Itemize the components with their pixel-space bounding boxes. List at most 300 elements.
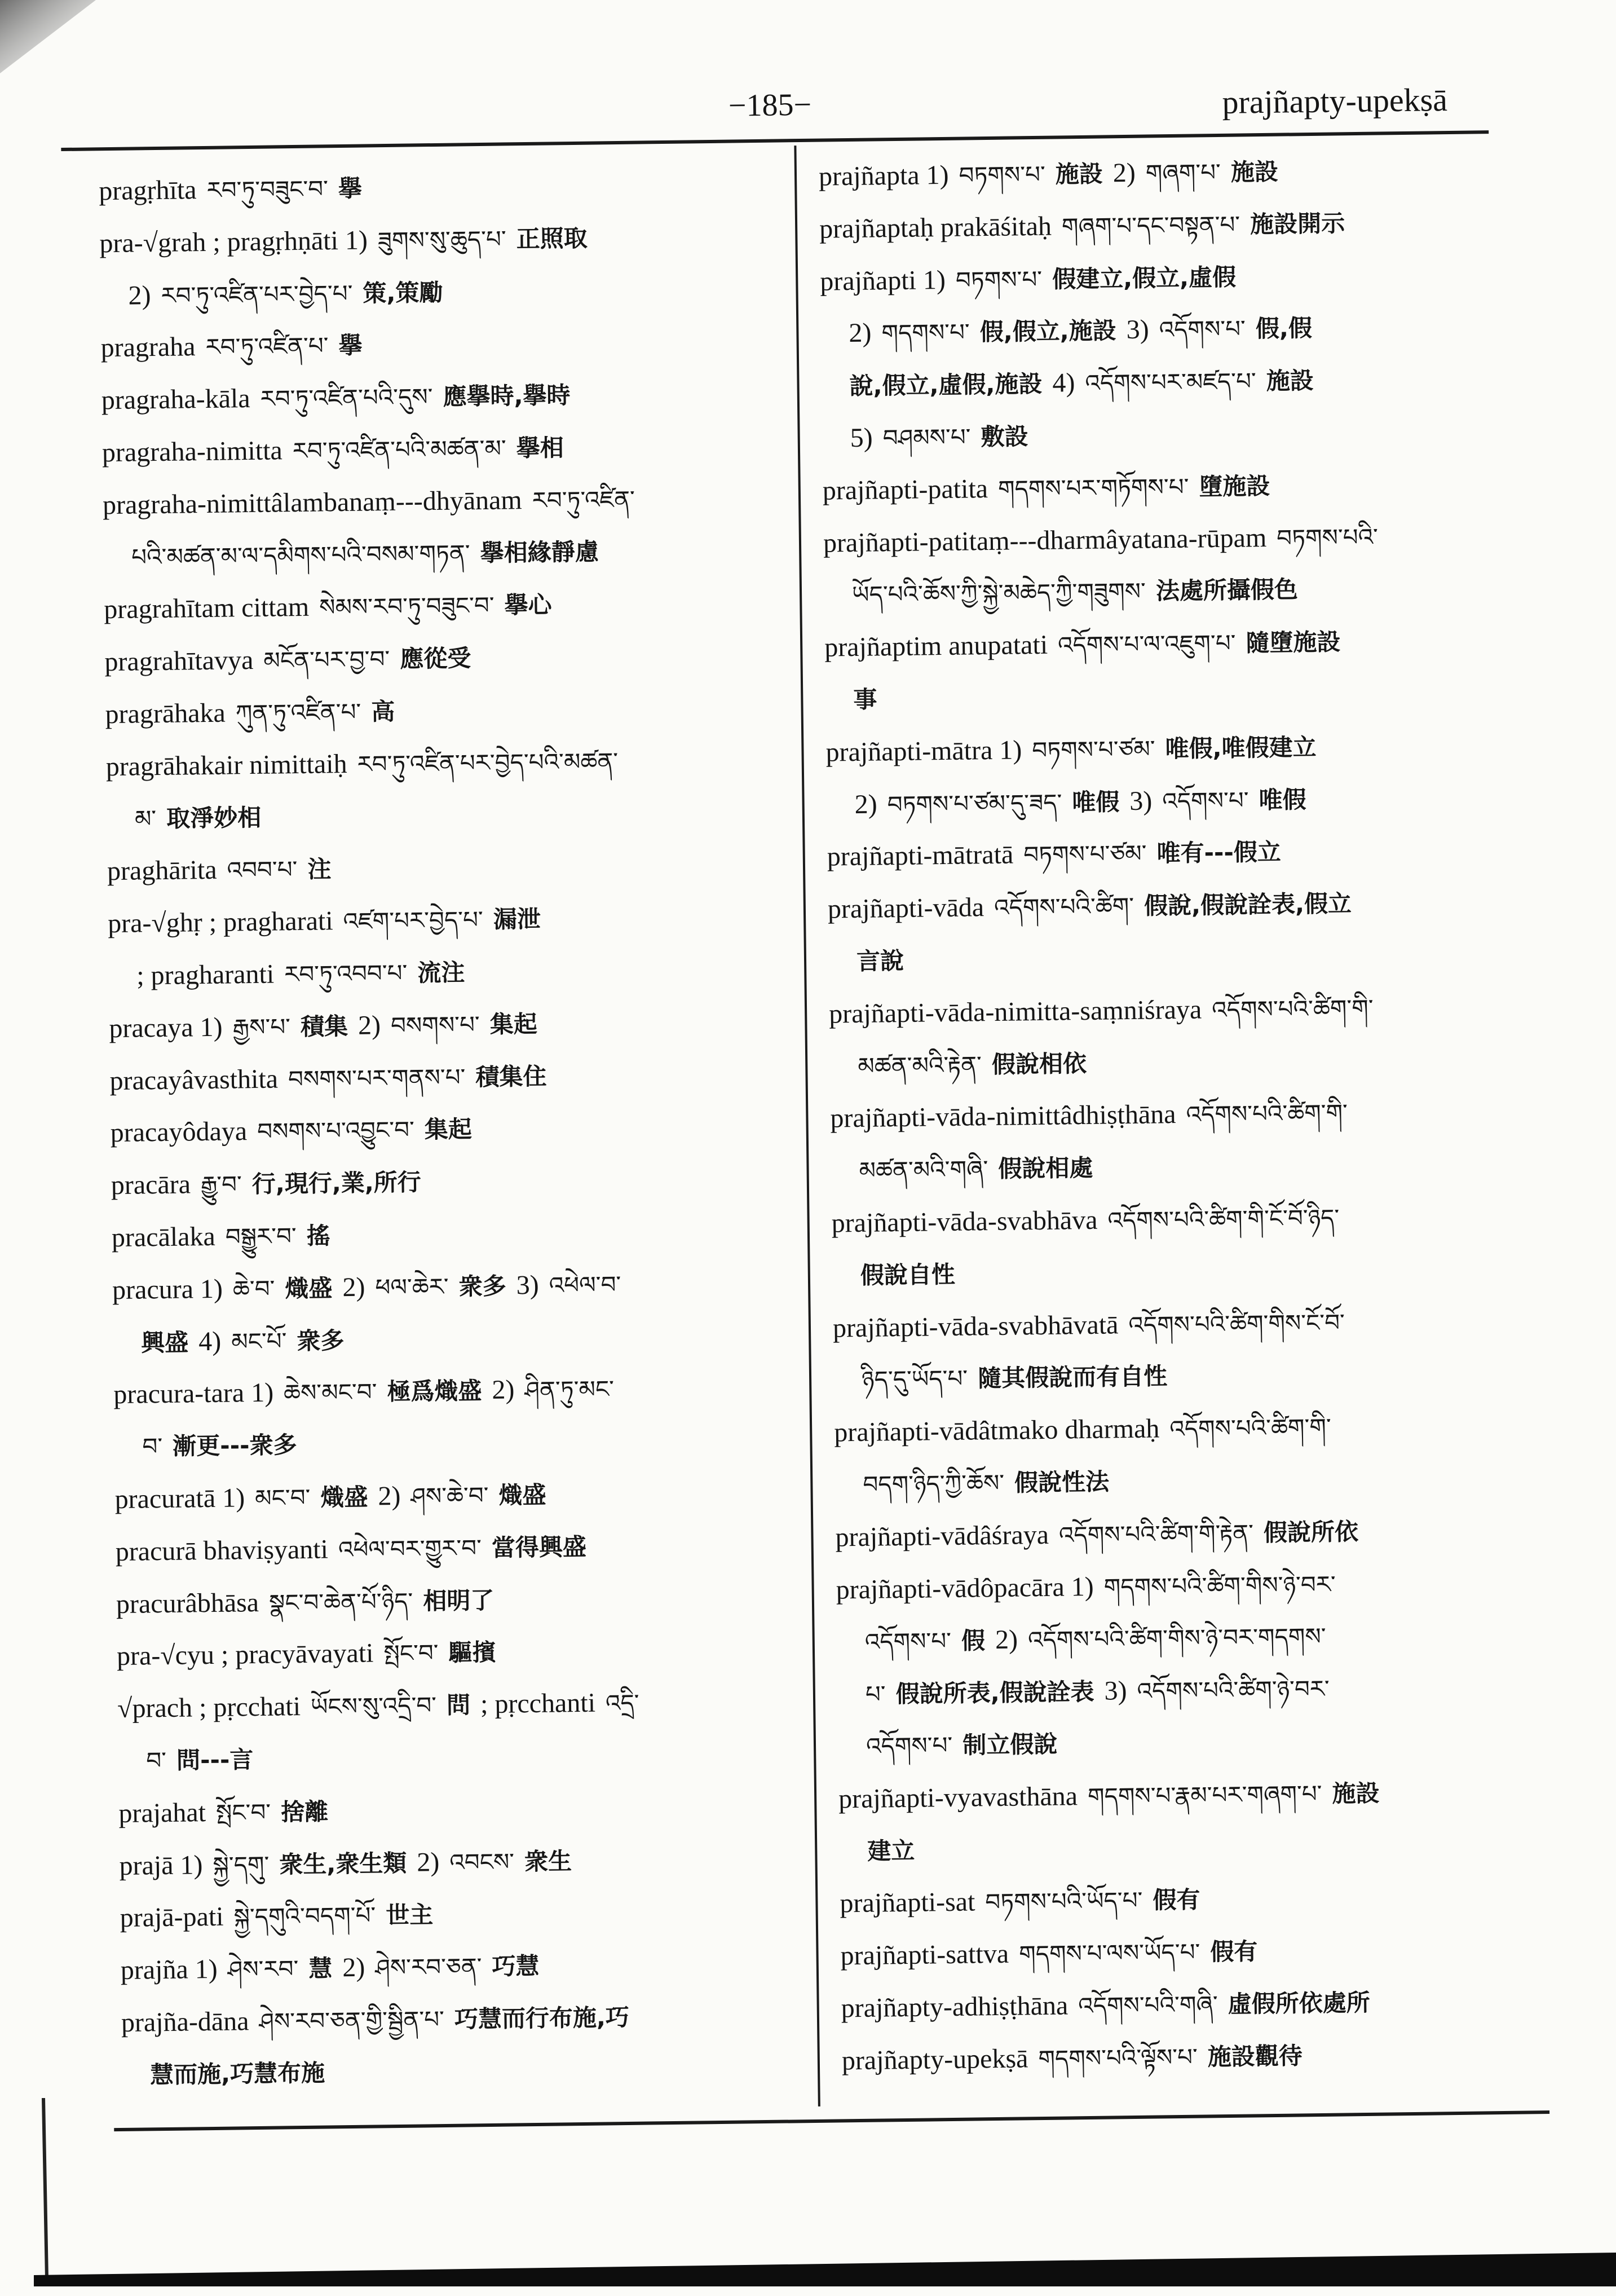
entry-first-line [113,1361,791,1421]
tibetan-equivalent: འདོགས་པའི་ཚིག་གི་ངོ་བོ་ཉིད་ [1107,1204,1340,1235]
chinese-equivalent: 法處所攝假色 [1155,575,1299,605]
sanskrit-headword: prajñapti-patita [822,473,988,506]
tibetan-equivalent: མང་པོ་ [231,1327,287,1356]
chinese-equivalent: 擧心 [504,590,552,619]
tibetan-equivalent: ཤས་ཆེ་བ་ [410,1481,489,1510]
tibetan-equivalent: ཤེས་རབ་ཅན་གྱི་སྦྱིན་པ་ [259,2005,445,2036]
sanskrit-headword: prajñapti-vāda-svabhāvatā [832,1309,1119,1343]
chinese-equivalent: 流注 [417,958,465,987]
running-head: prajñapty-upekṣā [1222,81,1448,121]
chinese-equivalent: 當得興盛 [491,1532,587,1562]
entry-continuation-line [836,1608,1527,1668]
tibetan-equivalent: སྤོང་བ་ [383,1639,439,1668]
chinese-equivalent: 注 [307,855,332,884]
tibetan-equivalent: འདོགས་པ་ [866,1731,953,1760]
entry-first-line [841,1974,1532,2034]
tibetan-equivalent: གདགས་པ་ [881,318,970,347]
sanskrit-headword: pracura 1) [112,1273,223,1305]
chinese-equivalent: 假,假 [1255,314,1313,343]
chinese-equivalent: 行,現行,業,所行 [251,1168,422,1198]
sanskrit-text: 4) [198,1326,222,1356]
entry-continuation-line [820,299,1512,360]
chinese-equivalent: 擧 [338,331,363,360]
sanskrit-headword: prajñapti-vāda-nimitta-saṃniśraya [828,994,1202,1029]
chinese-equivalent: 集起 [489,1010,538,1038]
chinese-equivalent: 巧慧而行布施,巧 [454,2003,630,2033]
entry-continuation-line [118,1727,795,1787]
chinese-equivalent: 唯假,唯假建立 [1165,733,1317,763]
entry-first-line [109,1047,787,1107]
sanskrit-headword: pracuratā 1) [114,1483,245,1515]
tibetan-equivalent: བ་ [145,1746,167,1775]
chinese-equivalent: 墮施設 [1199,471,1270,501]
sanskrit-headword: pragraha-nimitta [101,435,283,468]
entry-continuation-line [828,928,1520,988]
sanskrit-headword: prajñapti-sat [840,1887,975,1919]
entry-first-line [820,247,1511,307]
sanskrit-text: 3) [516,1270,539,1301]
tibetan-equivalent: སྤོང་བ་ [215,1798,271,1827]
sanskrit-text: 2) [854,789,877,819]
sanskrit-headword: pracurā bhaviṣyanti [115,1534,329,1567]
tibetan-equivalent: མང་བ་ [254,1483,311,1513]
entry-first-line [116,1570,793,1630]
tibetan-equivalent: བཏགས་པ་ [959,160,1046,190]
sanskrit-text: 2) [1112,157,1136,188]
tibetan-equivalent: བཏགས་པའི་ [1276,523,1379,552]
sanskrit-headword: prajā 1) [119,1849,203,1881]
sanskrit-headword: prajñapti-mātratā [827,839,1014,872]
chinese-equivalent: 施設開示 [1249,209,1345,239]
sanskrit-headword: prajña 1) [120,1954,218,1986]
tibetan-equivalent: བཏགས་པ་ཙམ་ [1032,735,1155,764]
tibetan-equivalent: བཏགས་པ་ཙམ་ [1023,840,1147,869]
chinese-equivalent: 說,假立,虛假,施設 [849,370,1043,400]
entry-continuation-line [839,1817,1530,1878]
sanskrit-headword: pracurâbhāsa [116,1587,259,1619]
tibetan-equivalent: པ་ [865,1680,886,1709]
tibetan-equivalent: མ་ [134,804,157,833]
chinese-equivalent: 積集 [300,1012,348,1041]
tibetan-equivalent: རབ་ཏུ་འཛིན་ [532,485,635,514]
sanskrit-text: 2) [128,280,151,311]
tibetan-equivalent: རབ་ཏུ་འཛིན་པའི་མཚན་མ་ [292,434,507,465]
tibetan-equivalent: ཕལ་ཆེར་ [375,1272,449,1302]
chinese-equivalent: 取淨妙相 [166,803,262,832]
chinese-equivalent: 施設 [1230,157,1279,186]
tibetan-equivalent: འདོགས་པའི་ཚིག་གིས་ངོ་བོ་ [1128,1308,1345,1339]
sanskrit-headword: prajñaptaḥ prakāśitaḥ [819,211,1052,244]
entry-first-line [105,733,783,793]
sanskrit-text: 2) [995,1624,1018,1655]
sanskrit-headword: pracayôdaya [110,1116,248,1148]
chinese-equivalent: 隨其假說而有自性 [977,1362,1168,1392]
entry-first-line [830,1085,1521,1145]
tibetan-equivalent: རྒྱུ་བ་ [200,1170,242,1199]
sanskrit-headword: pragrāhakair nimittaiḥ [105,748,347,782]
sanskrit-text: 3) [1104,1676,1127,1706]
chinese-equivalent: 唯假 [1072,787,1120,816]
entry-first-line [825,718,1517,778]
sanskrit-headword: pracayâvasthita [109,1064,279,1096]
tibetan-equivalent: སེམས་རབ་ཏུ་བཟུང་བ་ [319,592,494,622]
entry-first-line [823,509,1514,569]
sanskrit-headword: prajñapti 1) [820,265,946,297]
chinese-equivalent: 虛假所依處所 [1228,1988,1371,2019]
sanskrit-headword: prajñapty-upekṣā [841,2043,1028,2076]
tibetan-equivalent: འདོགས་པ་ [864,1627,952,1656]
entry-continuation-line [838,1712,1529,1773]
sanskrit-text: 2) [492,1374,515,1405]
entry-first-line [841,2026,1533,2087]
sanskrit-headword: pracura-tara 1) [113,1378,274,1410]
tibetan-equivalent: བཤམས་པ་ [882,423,971,452]
sanskrit-headword: pracaya 1) [109,1012,223,1043]
dict-entry [818,143,1509,192]
entry-first-line [836,1555,1527,1616]
sanskrit-headword: prajñapti-vyavasthāna [838,1781,1078,1814]
tibetan-equivalent: ཟུགས་སུ་ཆུད་པ་ [377,225,507,254]
sanskrit-text: 5) [850,422,873,453]
footer-rule [114,2110,1549,2131]
chinese-equivalent: 問---言 [176,1746,254,1774]
entry-continuation-line [831,1137,1522,1197]
chinese-equivalent: 敷設 [981,422,1028,451]
sanskrit-headword: prajā-pati [120,1902,224,1933]
tibetan-equivalent: འདོགས་པའི་གཞི་ [1078,1990,1218,2020]
sanskrit-text: 2) [849,318,872,349]
sanskrit-text: 2) [342,1952,365,1983]
chinese-equivalent: 假有 [1153,1885,1200,1915]
entry-first-line [840,1922,1531,1982]
chinese-equivalent: 巧慧 [492,1952,540,1981]
entry-first-line [104,576,781,636]
tibetan-equivalent: བ་ [142,1433,163,1461]
sanskrit-headword: pra-√ghṛ ; pragharati [107,906,333,939]
sanskrit-headword: prajahat [118,1797,206,1828]
sanskrit-text: 2) [357,1010,381,1041]
entry-first-line [838,1765,1530,1825]
tibetan-equivalent: ཀུན་ཏུ་འཛིན་པ་ [235,698,361,728]
chinese-equivalent: 施設觀待 [1207,2042,1303,2071]
tibetan-equivalent: འབབ་པ་ [227,856,298,884]
chinese-equivalent: 應從受 [399,644,471,673]
tibetan-equivalent: རབ་ཏུ་བཟུང་བ་ [206,175,329,204]
tibetan-equivalent: མཚན་མའི་གཞི་ [859,1155,988,1185]
sanskrit-text: 4) [1052,368,1075,398]
chinese-equivalent: 搖 [306,1222,331,1250]
entry-first-line [827,823,1518,883]
entry-continuation-line [113,1308,790,1369]
chinese-equivalent: 隨墮施設 [1246,628,1341,657]
entry-first-line [112,1256,789,1316]
tibetan-equivalent: འཕེལ་བར་གྱུར་བ་ [338,1533,482,1564]
chinese-equivalent: 策,策勵 [363,278,443,307]
chinese-equivalent: 興盛 [140,1328,189,1357]
chinese-equivalent: 集起 [424,1115,473,1144]
tibetan-equivalent: པའི་མཚན་མ་ལ་དམིགས་པའི་བསམ་གཏན་ [131,539,470,571]
entry-first-line [101,367,778,427]
tibetan-equivalent: བཏགས་པ་ [955,265,1043,294]
entry-first-line [107,838,784,898]
chinese-equivalent: 慧 [308,1954,333,1983]
tibetan-equivalent: སྣང་བ་ཆེན་པོ་ཉིད་ [268,1587,413,1617]
entry-first-line [831,1189,1522,1250]
chinese-equivalent: 制立假說 [962,1730,1058,1759]
chinese-equivalent: 假說性法 [1014,1467,1110,1497]
tibetan-equivalent: ཆེས་མང་བ་ [283,1378,377,1407]
sanskrit-text: 2) [342,1272,365,1302]
chinese-equivalent: 極爲熾盛 [387,1377,482,1406]
entry-first-line [840,1870,1531,1930]
entry-continuation-line [833,1346,1525,1407]
entry-first-line [114,1465,792,1526]
sanskrit-headword: praghārita [107,855,217,887]
entry-first-line [120,1884,797,1945]
tibetan-equivalent: བསགས་པ་འབྱུང་བ་ [257,1116,415,1146]
sanskrit-headword: √prach ; pṛcchati [117,1691,301,1724]
chinese-equivalent: 熾盛 [285,1274,333,1303]
sanskrit-headword: prajñapti-vādâśraya [835,1519,1049,1553]
chinese-equivalent: 假有 [1210,1937,1258,1966]
entry-continuation-line [108,942,785,1002]
chinese-equivalent: 假 [961,1627,986,1655]
entry-first-line [824,614,1516,674]
chinese-equivalent: 假說自性 [860,1260,956,1289]
sanskrit-headword: pra-√cyu ; pracyāvayati [116,1638,374,1672]
chinese-equivalent: 假說相處 [998,1154,1093,1183]
entry-first-line [111,1152,788,1212]
entry-first-line [115,1518,792,1578]
chinese-equivalent: 熾盛 [498,1480,546,1509]
sanskrit-headword: prajñapti-vāda [827,892,984,924]
tibetan-equivalent: འཛག་པར་བྱེད་པ་ [343,906,484,936]
sanskrit-headword: prajñapta 1) [818,160,949,192]
sanskrit-headword: prajñapti-vāda-nimittâdhiṣṭhāna [830,1099,1176,1134]
tibetan-equivalent: བཏགས་པའི་ཡོད་པ་ [985,1887,1143,1916]
tibetan-equivalent: འདོགས་པར་མཛད་པ་ [1085,367,1257,398]
tibetan-equivalent: གདགས་པ་རྣམ་པར་གཞག་པ་ [1087,1779,1322,1810]
entry-first-line [99,209,776,270]
chinese-equivalent: 唯假 [1259,785,1306,814]
tibetan-equivalent: འདོགས་པའི་ཚིག་གི་རྟེན་ [1058,1519,1254,1549]
sanskrit-headword: pragrahītam cittam [104,592,310,625]
chinese-equivalent: 假說所表,假說詮表 [895,1678,1094,1708]
tibetan-equivalent: ཡོད་པའི་ཆོས་ཀྱི་སྐྱེ་མཆེད་ཀྱི་གཟུགས་ [851,578,1146,609]
chinese-equivalent: 衆生,衆生類 [279,1849,407,1879]
entry-first-line [829,980,1520,1040]
entry-continuation-line [100,262,777,322]
chinese-equivalent: 捨離 [280,1797,329,1826]
tibetan-equivalent: འདོགས་པའི་ཚིག་གི་ [1186,1099,1348,1129]
sanskrit-text: ; pṛcchanti [480,1687,596,1720]
entry-first-line [109,994,786,1055]
tibetan-equivalent: འདོགས་པ་ [1162,786,1249,815]
tibetan-equivalent: རབ་ཏུ་འཛིན་པར་བྱེད་པ་ [161,279,353,310]
tibetan-equivalent: ཉིད་དུ་ཡོད་པ་ [861,1364,968,1394]
sanskrit-headword: pragraha [100,332,196,363]
tibetan-equivalent: ཤིན་ཏུ་མང་ [524,1375,615,1404]
tibetan-equivalent: གཞག་པ་དང་བསྟན་པ་ [1061,210,1240,241]
chinese-equivalent: 世主 [385,1901,434,1929]
chinese-equivalent: 衆多 [458,1272,507,1301]
entry-first-line [110,1099,787,1160]
chinese-equivalent: 假說相依 [991,1049,1087,1078]
entry-first-line [118,1779,796,1840]
entry-first-line [105,681,782,741]
sanskrit-headword: prajñapti-mātra 1) [825,735,1022,768]
chinese-equivalent: 正照取 [516,224,588,253]
entry-first-line [100,314,778,374]
tibetan-equivalent: བཏགས་པ་ཙམ་དུ་ཟད་ [887,788,1062,818]
entry-continuation-line [824,561,1515,622]
tibetan-equivalent: འདོགས་པ་ལ་འཇུག་པ་ [1057,629,1236,659]
sanskrit-headword: pracāra [111,1169,191,1201]
chinese-equivalent: 慧而施,巧慧布施 [149,2059,325,2089]
entry-continuation-line [829,1032,1521,1092]
tibetan-equivalent: ཆེ་བ་ [232,1275,275,1303]
sanskrit-headword: pracālaka [111,1221,216,1253]
sanskrit-text: 2) [378,1480,401,1511]
tibetan-equivalent: འདོགས་པའི་ཚིག་ [994,892,1134,922]
chinese-equivalent: 應擧時,擧時 [443,381,571,411]
tibetan-equivalent: མཚན་མའི་རྟེན་ [858,1050,982,1080]
tibetan-equivalent: བསྒྱུར་བ་ [225,1222,297,1251]
tibetan-equivalent: འདོགས་པ་ [1159,315,1246,344]
entry-continuation-line [106,785,783,845]
tibetan-equivalent: རབ་ཏུ་འཛིན་པར་བྱེད་པའི་མཚན་ [357,747,619,778]
chinese-equivalent: 假,假立,施設 [979,316,1117,346]
sanskrit-headword: prajñapti-sattva [840,1938,1009,1971]
tibetan-equivalent: རབ་ཏུ་འཛིན་པའི་དུས་ [260,383,433,413]
left-column [99,157,799,2102]
entry-continuation-line [103,523,780,584]
tibetan-equivalent: རྒྱས་པ་ [232,1012,291,1042]
tibetan-equivalent: འབངས་ [449,1848,515,1876]
entry-continuation-line [826,770,1517,831]
page-number: −185− [728,87,812,124]
tibetan-equivalent: རབ་ཏུ་འཛིན་པ་ [205,332,329,362]
entry-first-line [111,1204,788,1264]
sanskrit-headword: pragraha-kāla [101,384,250,416]
chinese-equivalent: 擧 [338,174,363,203]
entry-first-line [120,1937,797,1997]
tibetan-equivalent: ཡོངས་སུ་འདྲི་བ་ [310,1691,437,1721]
entry-first-line [819,195,1511,255]
entry-continuation-line [122,2041,799,2101]
chinese-equivalent: 相明了 [422,1586,494,1615]
chinese-equivalent: 高 [370,697,395,726]
entry-first-line [99,157,776,218]
sanskrit-headword: prajñapti-patitaṃ---dharmâyatana-rūpam [823,522,1267,558]
chinese-equivalent: 施設 [1266,367,1314,395]
sanskrit-headword: pragrahītavya [104,645,254,677]
sanskrit-text: 3) [1129,786,1153,816]
entry-continuation-line [822,404,1513,465]
entry-continuation-line [821,352,1512,412]
chinese-equivalent: 漸更---衆多 [172,1431,297,1460]
chinese-equivalent: 問 [446,1691,471,1720]
entry-first-line [827,875,1518,936]
tibetan-equivalent: རབ་ཏུ་འབབ་པ་ [284,959,408,989]
tibetan-equivalent: འདྲི་ [605,1689,639,1717]
tibetan-equivalent: སྐྱེ་དགུ་ [213,1850,270,1879]
sanskrit-headword: pragṛhīta [98,175,197,206]
tibetan-equivalent: མངོན་པར་བྱ་བ་ [263,645,390,675]
tibetan-equivalent: འཕེལ་བ་ [549,1270,621,1299]
sanskrit-headword: prajña-dāna [121,2006,249,2038]
sanskrit-headword: prajñaptim anupatati [824,629,1048,663]
tibetan-equivalent: ཤེས་རབ་ [227,1955,299,1984]
chinese-equivalent: 事 [853,685,877,713]
sanskrit-text: 2) [416,1847,440,1878]
chinese-equivalent: 衆多 [297,1326,345,1355]
chinese-equivalent: 擧相 [516,434,564,462]
chinese-equivalent: 假建立,假立,虛假 [1052,263,1237,293]
chinese-equivalent: 施設 [1332,1779,1380,1808]
column-divider [794,146,820,2106]
sanskrit-text: ; pragharanti [136,959,275,991]
tibetan-equivalent: འདོགས་པའི་ཚིག་ཉེ་བར་ [1137,1674,1330,1706]
entry-first-line [834,1399,1525,1459]
chinese-equivalent: 施設 [1055,160,1103,188]
entry-first-line [116,1623,793,1683]
entry-continuation-line [114,1413,791,1474]
tibetan-equivalent: གཞག་པ་ [1145,158,1221,187]
entry-first-line [832,1294,1524,1354]
sanskrit-headword: prajñapty-adhiṣṭhāna [841,1990,1068,2024]
entry-first-line [819,143,1510,203]
tibetan-equivalent: བདག་ཉིད་ཀྱི་ཆོས་ [863,1469,1005,1499]
sanskrit-headword: pra-√grah ; pragṛhṇāti 1) [99,225,368,259]
entry-continuation-line [835,1451,1526,1511]
chinese-equivalent: 建立 [867,1836,915,1865]
chinese-equivalent: 擧相緣靜慮 [480,537,599,567]
tibetan-equivalent: ཤེས་རབ་ཅན་ [375,1953,482,1982]
entry-continuation-line [837,1660,1528,1721]
chinese-equivalent: 驅擯 [448,1638,496,1667]
sanskrit-headword: pragraha-nimittâlambanaṃ---dhyānam [102,484,523,520]
entry-first-line [108,890,785,950]
entry-first-line [822,456,1513,517]
chinese-equivalent: 衆生 [524,1847,572,1875]
entry-first-line [121,1989,798,2049]
tibetan-equivalent: སྐྱེ་དགུའི་བདག་པོ་ [233,1901,376,1931]
chinese-equivalent: 假說,假說詮表,假立 [1143,889,1352,920]
chinese-equivalent: 漏泄 [493,905,541,933]
entry-first-line [101,419,779,479]
right-column [819,143,1533,2088]
tibetan-equivalent: གདགས་པ་ལས་ཡོད་པ་ [1018,1938,1200,1968]
tibetan-equivalent: བསགས་པར་གནས་པ་ [288,1063,466,1093]
chinese-equivalent: 積集住 [475,1062,547,1091]
entry-continuation-line [832,1241,1523,1302]
entry-continuation-line [825,666,1516,726]
chinese-equivalent: 假說所依 [1263,1517,1359,1546]
sanskrit-headword: prajñapti-vādôpacāra 1) [836,1571,1094,1605]
entry-first-line [103,471,780,531]
tibetan-equivalent: འདོགས་པའི་ཚིག་གི་ [1211,994,1374,1024]
sanskrit-headword: prajñapti-vādâtmako dharmaḥ [833,1413,1160,1448]
chinese-equivalent: 熾盛 [320,1483,368,1511]
tibetan-equivalent: བསགས་པ་ [390,1010,480,1039]
sanskrit-headword: pragrāhaka [105,698,226,730]
entry-first-line [835,1503,1526,1563]
entry-first-line [104,628,781,689]
chinese-equivalent: 唯有---假立 [1156,838,1282,867]
tibetan-equivalent: འདོགས་པའི་ཚིག་གི་ [1169,1413,1332,1443]
chinese-equivalent: 言說 [856,946,904,975]
